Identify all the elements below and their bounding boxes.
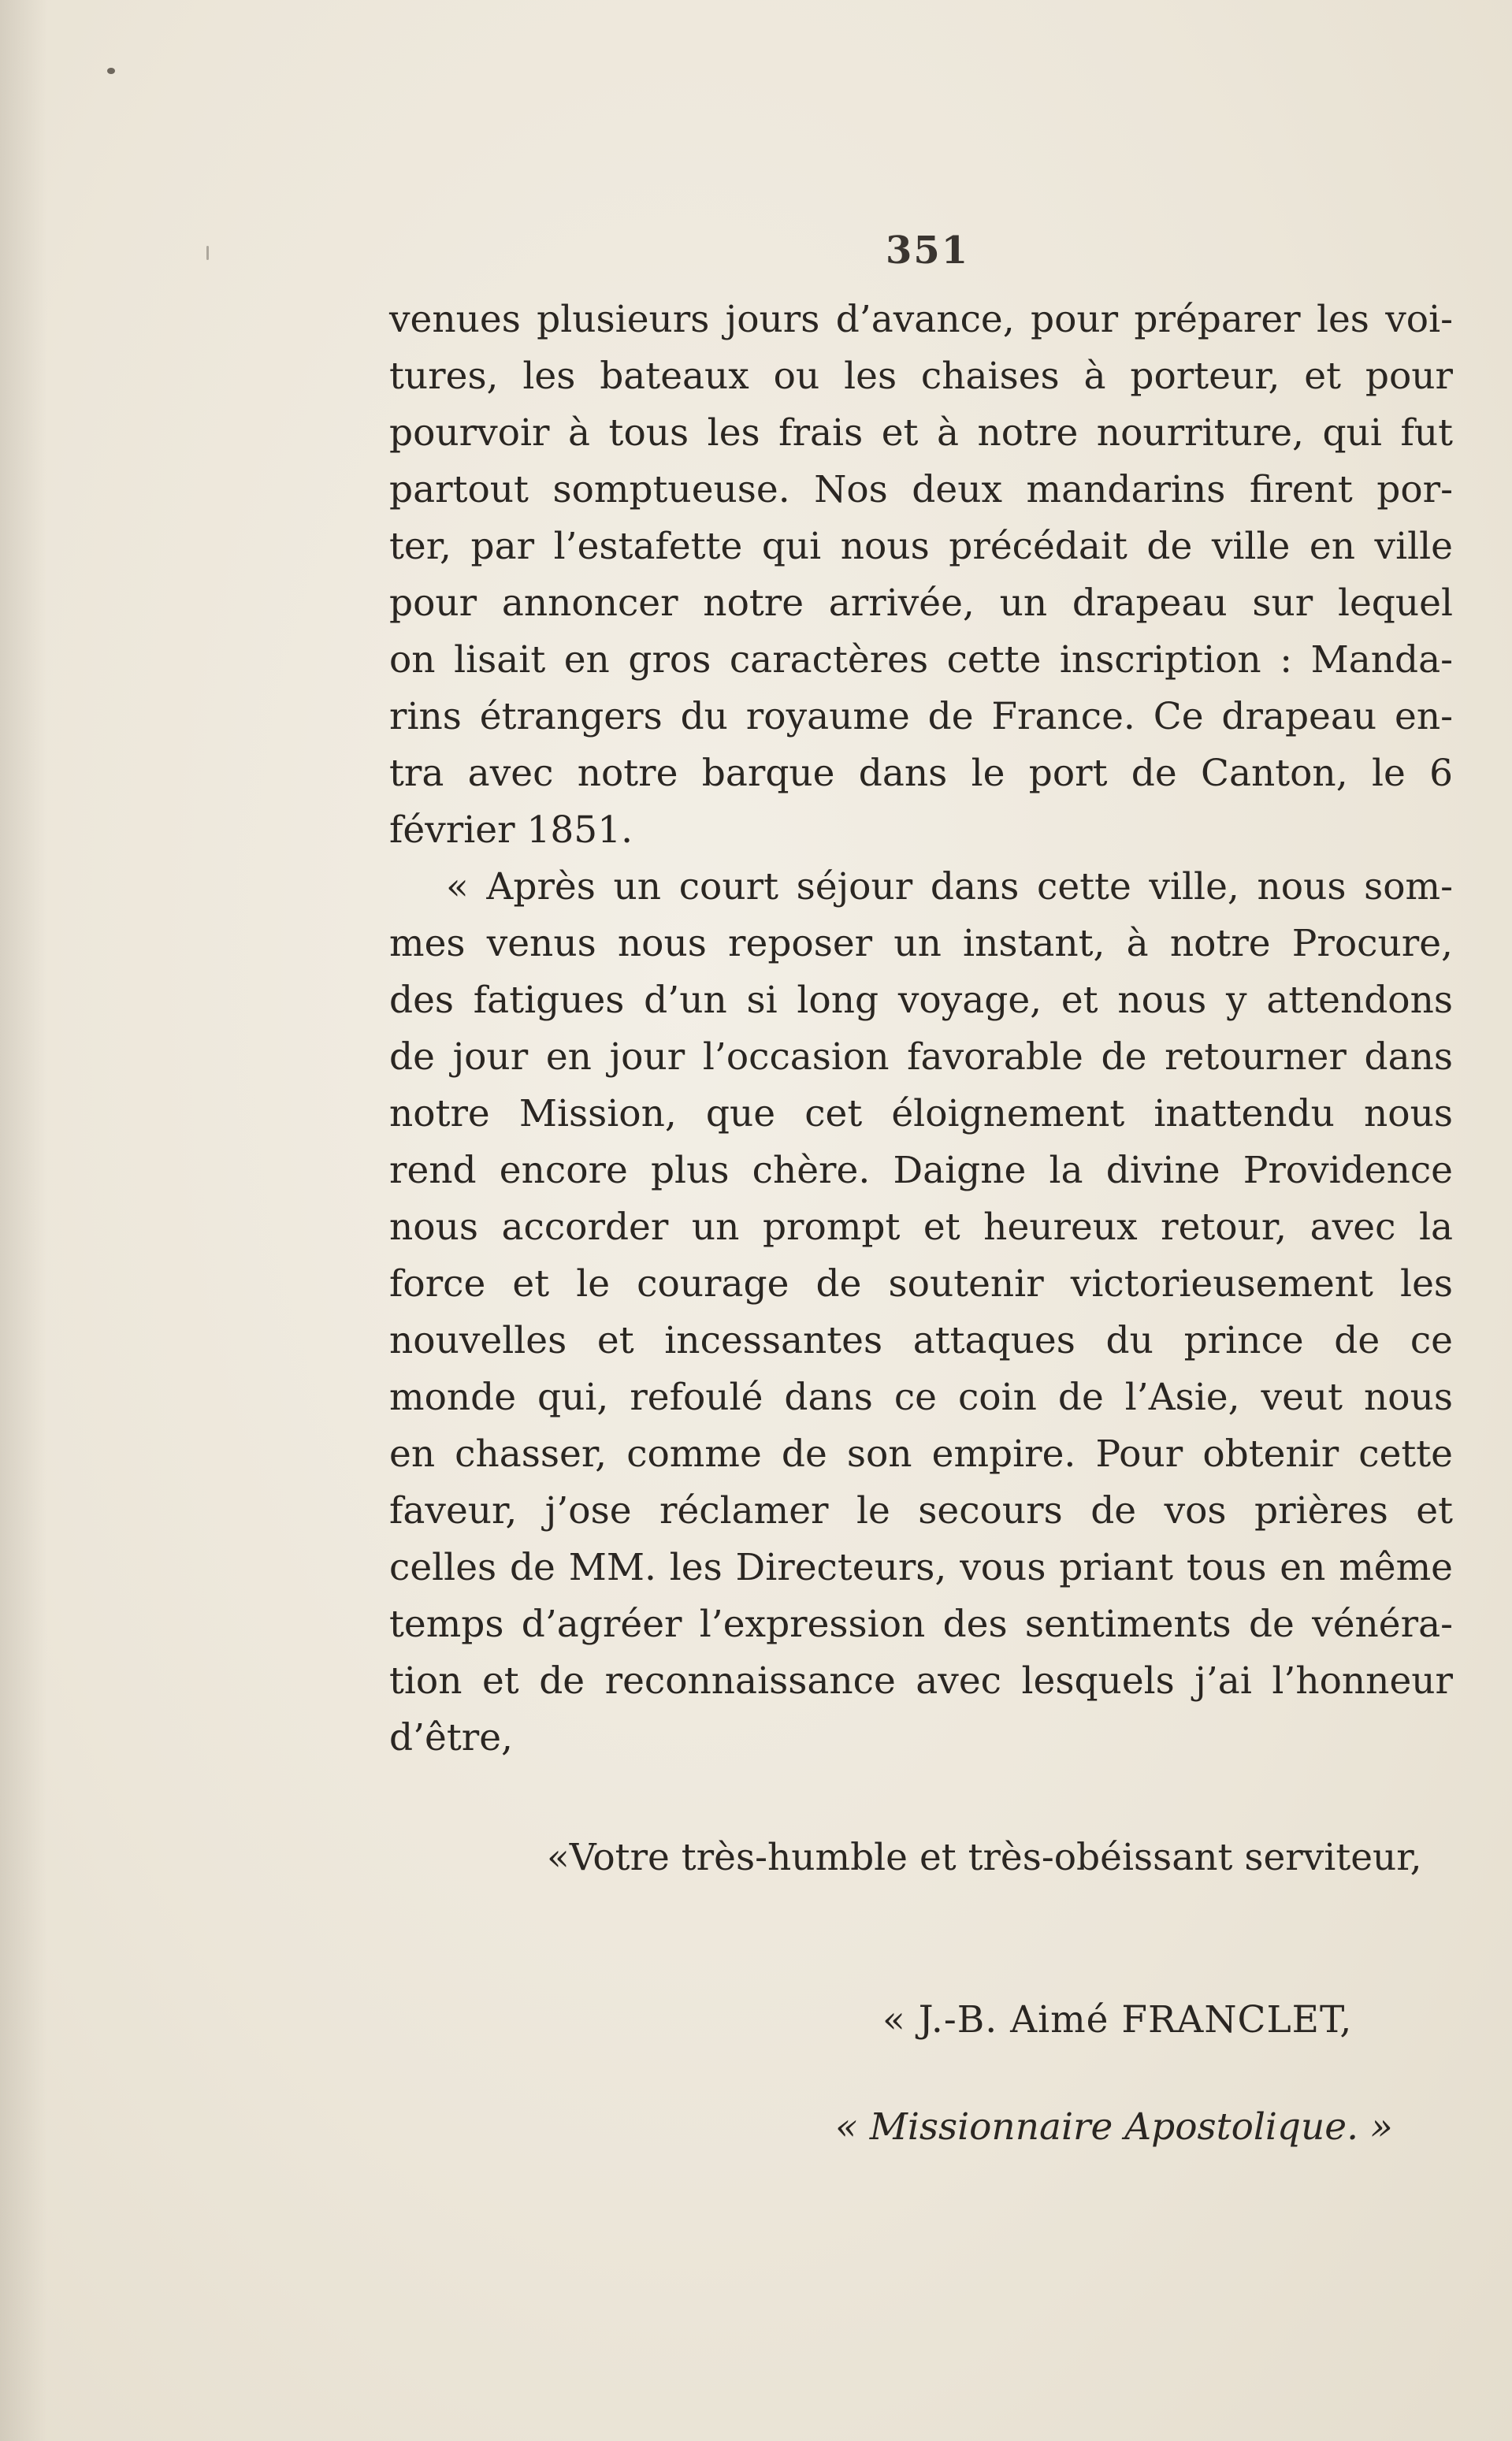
text-line: celles de MM. les Directeurs, vous priant tous en même — [389, 1546, 1453, 1589]
text-line: nouvelles et incessantes attaques du prince de ce — [389, 1319, 1453, 1362]
page-number: 351 — [886, 228, 970, 273]
body-text — [389, 292, 1453, 1767]
page-edge-shadow — [0, 0, 47, 2441]
text-line: d’être, — [389, 1716, 513, 1759]
text-line: des fatigues d’un si long voyage, et nous y attendons — [389, 979, 1453, 1022]
text-line: pour annoncer notre arrivée, un drapeau sur lequel — [389, 581, 1453, 625]
closing-formula: «Votre très-humble et très-obéissant serviteur, — [547, 1836, 1422, 1879]
text-line: monde qui, refoulé dans ce coin de l’Asie, veut nous — [389, 1376, 1453, 1419]
text-line: mes venus nous reposer un instant, à notre Procure, — [389, 922, 1453, 965]
text-line: en chasser, comme de son empire. Pour obtenir cette — [389, 1432, 1453, 1476]
ink-speck — [107, 68, 115, 74]
text-line: temps d’agréer l’expression des sentiments de vénéra- — [389, 1603, 1453, 1646]
text-line: nous accorder un prompt et heureux retour, avec la — [389, 1206, 1453, 1249]
text-line: février 1851. — [389, 808, 633, 852]
text-line: venues plusieurs jours d’avance, pour préparer les voi- — [389, 298, 1453, 341]
text-line: pourvoir à tous les frais et à notre nourriture, qui fut — [389, 411, 1453, 455]
text-line: tra avec notre barque dans le port de Canton, le 6 — [389, 752, 1453, 795]
text-line: tion et de reconnaissance avec lesquels j’ai l’honneur — [389, 1659, 1453, 1703]
text-line: de jour en jour l’occasion favorable de retourner dans — [389, 1035, 1453, 1079]
text-line: on lisait en gros caractères cette inscription : Manda- — [389, 638, 1453, 682]
signature-title: « Missionnaire Apostolique. » — [835, 2105, 1393, 2149]
text-line: notre Mission, que cet éloignement inattendu nous — [389, 1092, 1453, 1135]
ink-speck — [206, 246, 209, 260]
signature: « J.-B. Aimé FRANCLET, — [882, 1998, 1353, 2042]
text-line: partout somptueuse. Nos deux mandarins firent por- — [389, 468, 1453, 511]
text-line: « Après un court séjour dans cette ville, nous som- — [446, 865, 1453, 908]
text-line: rins étrangers du royaume de France. Ce drapeau en- — [389, 695, 1453, 738]
text-line: tures, les bateaux ou les chaises à porteur, et pour — [389, 355, 1453, 398]
text-line: rend encore plus chère. Daigne la divine Providence — [389, 1149, 1453, 1192]
text-line: force et le courage de soutenir victorieusement les — [389, 1262, 1453, 1306]
text-line: faveur, j’ose réclamer le secours de vos prières et — [389, 1489, 1453, 1533]
text-line: ter, par l’estafette qui nous précédait de ville en ville — [389, 525, 1453, 568]
